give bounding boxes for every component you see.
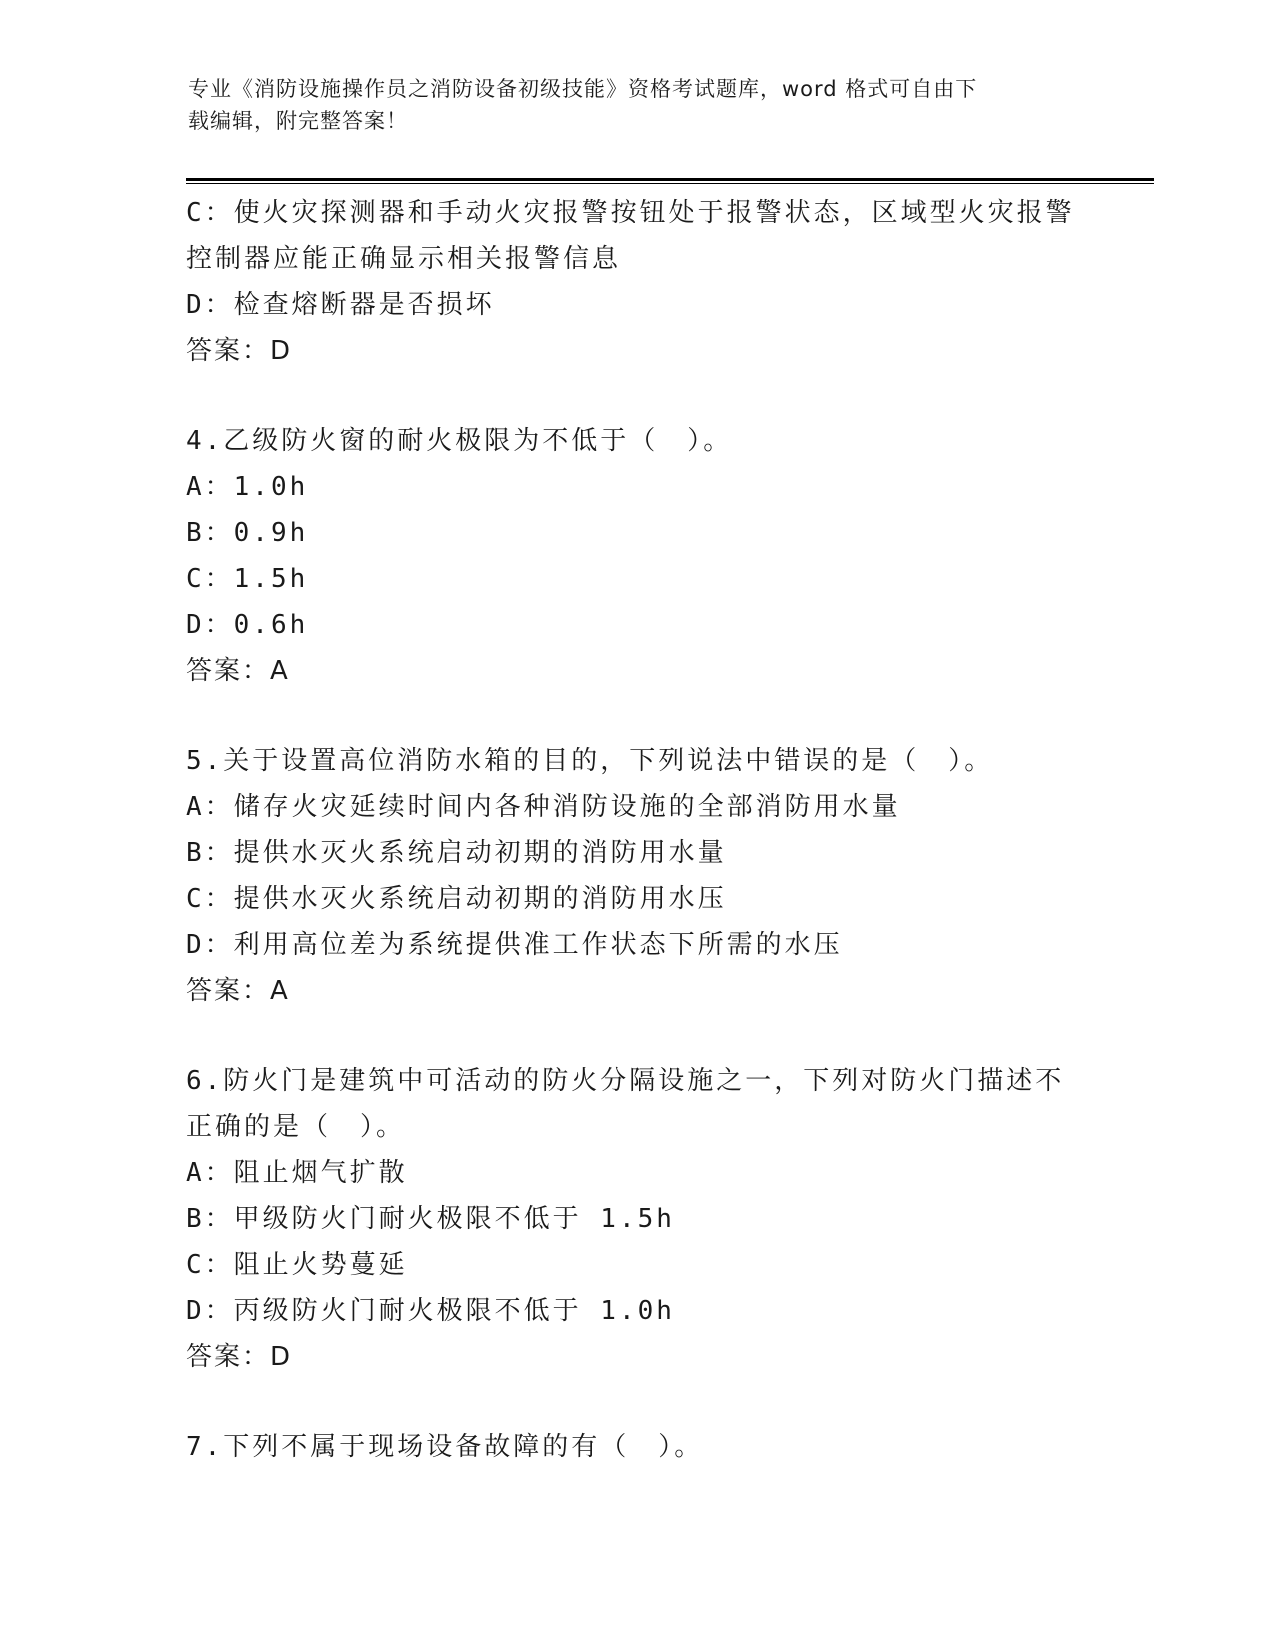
- question-list: [186, 190, 1086, 1470]
- option-a: A：储存火灾延续时间内各种消防设施的全部消防用水量: [186, 792, 901, 822]
- header-line-1: 专业《消防设施操作员之消防设备初级技能》资格考试题库，word 格式可自由下: [188, 77, 978, 101]
- question-stem: 5.关于设置高位消防水箱的目的，下列说法中错误的是（ ）。: [186, 746, 994, 776]
- option-d: D：0.6h: [186, 610, 309, 640]
- question-3-tail: [186, 190, 1086, 374]
- option-d: D：检查熔断器是否损坏: [186, 290, 495, 320]
- question-stem: 4.乙级防火窗的耐火极限为不低于（ ）。: [186, 426, 733, 456]
- question-stem: 6.防火门是建筑中可活动的防火分隔设施之一，下列对防火门描述不: [186, 1066, 1065, 1096]
- option-a: A：阻止烟气扩散: [186, 1158, 408, 1188]
- header-divider-thin: [186, 183, 1154, 184]
- option-d: D：丙级防火门耐火极限不低于 1.0h: [186, 1296, 675, 1326]
- question-4: [186, 418, 1086, 694]
- question-7: [186, 1424, 1086, 1470]
- option-c-continued: 控制器应能正确显示相关报警信息: [186, 244, 622, 274]
- option-d: D：利用高位差为系统提供准工作状态下所需的水压: [186, 930, 843, 960]
- answer: 答案：D: [186, 336, 293, 366]
- answer: 答案：A: [186, 656, 290, 686]
- option-b: B：甲级防火门耐火极限不低于 1.5h: [186, 1204, 675, 1234]
- document-header: [188, 73, 1068, 137]
- option-c: C：1.5h: [186, 564, 309, 594]
- question-6: [186, 1058, 1086, 1380]
- option-c: C：使火灾探测器和手动火灾报警按钮处于报警状态，区域型火灾报警: [186, 198, 1075, 228]
- question-5: [186, 738, 1086, 1014]
- answer: 答案：A: [186, 976, 290, 1006]
- answer: 答案：D: [186, 1342, 293, 1372]
- option-c: C：提供水灭火系统启动初期的消防用水压: [186, 884, 727, 914]
- option-b: B：提供水灭火系统启动初期的消防用水量: [186, 838, 727, 868]
- option-a: A：1.0h: [186, 472, 309, 502]
- option-b: B：0.9h: [186, 518, 309, 548]
- option-c: C：阻止火势蔓延: [186, 1250, 408, 1280]
- question-stem: 7.下列不属于现场设备故障的有（ ）。: [186, 1432, 704, 1462]
- header-line-2: 载编辑，附完整答案！: [188, 109, 408, 133]
- question-stem-continued: 正确的是（ ）。: [186, 1112, 406, 1142]
- header-divider-thick: [186, 178, 1154, 181]
